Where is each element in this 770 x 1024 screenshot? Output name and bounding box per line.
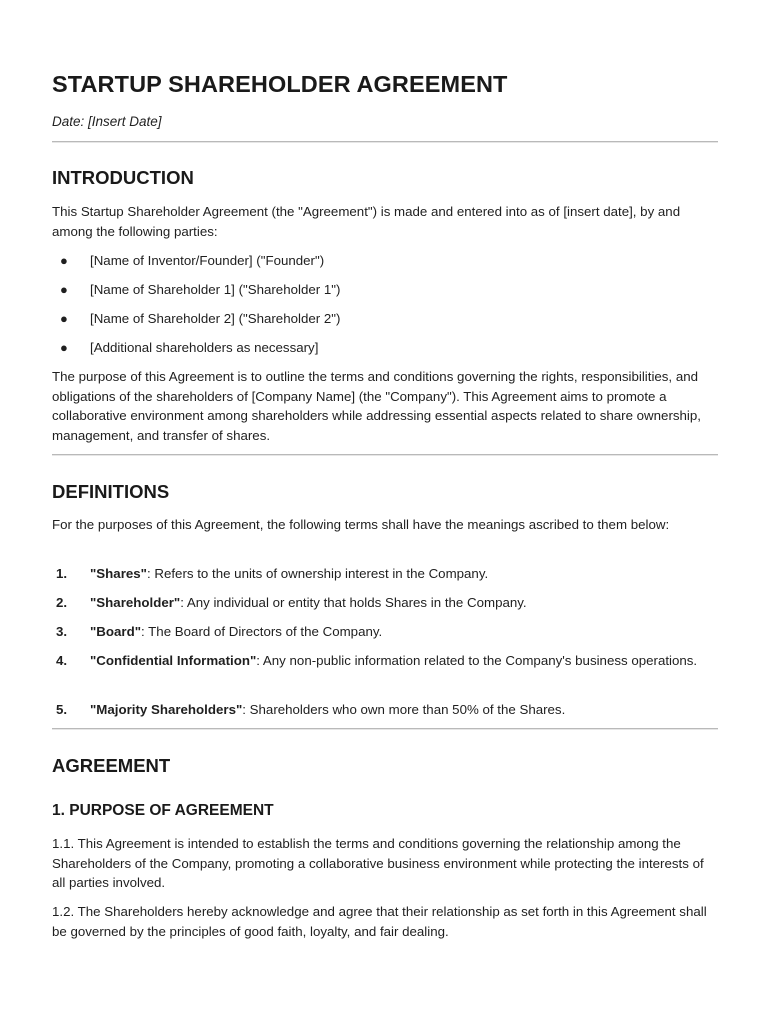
bullet-icon: ● <box>60 340 68 355</box>
purpose-text: The purpose of this Agreement is to outline the terms and conditions governing the rights, responsibilities, and obligations of the shareholders of [Company Name] (the "Company"). This Agreement aims to promote a collaborative environment among shareholders while addressing essential aspects related to share ownership, management, and transfer of shares. <box>52 369 701 443</box>
bullet-icon: ● <box>60 282 68 297</box>
document-date: Date: [Insert Date] <box>52 114 162 129</box>
introduction-text: This Startup Shareholder Agreement (the "Agreement") is made and entered into as of [insert date], by and among the following parties: <box>52 204 681 239</box>
definition-text: : Any non-public information related to the Company's business operations. <box>256 653 698 668</box>
bullet-icon: ● <box>60 311 68 326</box>
section-divider <box>52 728 718 730</box>
definition-text: : Shareholders who own more than 50% of the Shares. <box>242 702 566 717</box>
section-divider <box>52 454 718 456</box>
bullet-icon: ● <box>60 253 68 268</box>
definition-text: : The Board of Directors of the Company. <box>141 624 383 639</box>
definition-term: "Shareholder" <box>90 595 181 610</box>
definitions-heading: DEFINITIONS <box>52 481 170 502</box>
definition-term: "Shares" <box>90 566 147 581</box>
definition-term: "Confidential Information" <box>90 653 257 668</box>
clause-1-2: 1.2. The Shareholders hereby acknowledge and agree that their relationship as set forth in this Agreement shall be governed by the principles of good faith, loyalty, and fair dealing. <box>52 904 707 939</box>
definition-term: "Board" <box>90 624 142 639</box>
agreement-heading: AGREEMENT <box>52 755 171 776</box>
definition-text: : Refers to the units of ownership interest in the Company. <box>146 566 489 581</box>
document-title: STARTUP SHAREHOLDER AGREEMENT <box>52 71 508 97</box>
section-divider <box>52 141 718 143</box>
introduction-heading: INTRODUCTION <box>52 167 194 188</box>
definition-term: "Majority Shareholders" <box>90 702 243 717</box>
definition-text: : Any individual or entity that holds Shares in the Company. <box>180 595 527 610</box>
section-1-heading: 1. PURPOSE OF AGREEMENT <box>52 802 274 819</box>
clause-1-1: 1.1. This Agreement is intended to establish the terms and conditions governing the relationship among the Shareholders of the Company, promoting a collaborative business environment while protecting the interests of all parties involved. <box>52 836 704 890</box>
definitions-intro-text: For the purposes of this Agreement, the following terms shall have the meanings ascribed to them below: <box>52 517 670 532</box>
